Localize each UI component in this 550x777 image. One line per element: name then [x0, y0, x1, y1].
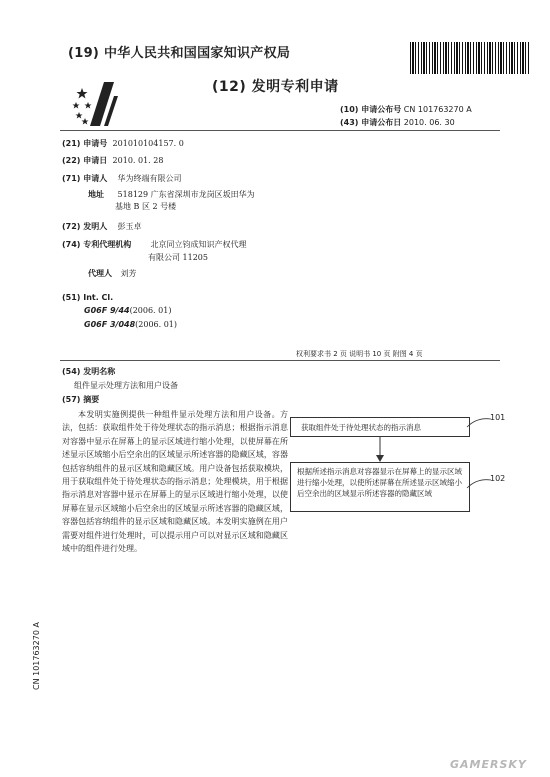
inventor: 彭玉卓 [117, 222, 142, 231]
watermark: GAMERSKY [450, 758, 527, 771]
agent: 刘芳 [120, 269, 137, 278]
agency-line-1: 北京同立钧成知识产权代理 [150, 240, 247, 249]
barcode-icon [410, 42, 530, 74]
office-name: (19) 中华人民共和国国家知识产权局 [68, 46, 291, 61]
abstract-label-wrap [62, 394, 99, 405]
leader-line-101 [465, 415, 495, 429]
abstract-text: 本发明实施例提供一种组件显示处理方法和用户设备。方法，包括：获取组件处于待处理状态的指示消息；根据指示消息对容器中显示在屏幕上的显示区域进行缩小处理，以使屏幕在所述显示区域缩小后空余出的区域显示所述容器的隐藏区域，容器包括容纳组件的显示区域和隐藏区域。用户设备包括获取模块，用于获取组件处于待处理状态的指示消息；处理模块，用于根据指示消息对容器中显示在屏幕上的显示区域进行缩小处理，以使屏幕在显示区域缩小后空余出的区域显示所述容器的隐藏区域，容器包括容纳组件的显示区域和隐藏区域。本发明实施例在用户需要对组件进行处理时，可以提示用户可以对显示区域和隐藏区域中的组件进行处理。 [62, 410, 288, 554]
applicant: 华为终端有限公司 [117, 174, 182, 183]
inventor-label: (72) 发明人 [62, 222, 108, 231]
ipc-code: G06F 3/048 [84, 320, 136, 329]
biblio-divider [60, 360, 500, 361]
applicant-field [62, 173, 182, 184]
pub-date-row [340, 117, 455, 128]
agent-label: 代理人 [88, 269, 112, 278]
flow-step-102 [290, 462, 470, 512]
application-number-field [62, 138, 184, 149]
pub-date-label: (43) 申请公布日 [340, 118, 402, 127]
ipc-code: G06F 9/44 [84, 306, 130, 315]
int-cl-field [62, 292, 113, 303]
address-field [88, 189, 255, 200]
pub-number: CN 101763270 A [403, 105, 472, 114]
abstract-label: (57) 摘要 [62, 395, 100, 404]
application-date-label: (22) 申请日 [62, 156, 108, 165]
agent-field [88, 268, 137, 279]
agency-line-2-wrap [148, 252, 208, 263]
title-label [62, 366, 115, 377]
agency-label: (74) 专利代理机构 [62, 240, 132, 249]
flow-ref-102: 102 [490, 474, 506, 483]
flow-step-102-text: 根据所述指示消息对容器显示在屏幕上的显示区域进行缩小处理，以使所述屏幕在所述显示区域缩小后空余出的区域显示所述容器的隐藏区域 [297, 467, 462, 498]
inventor-field [62, 221, 142, 232]
address-line-2-wrap [115, 201, 176, 212]
agency-field [62, 239, 247, 250]
ipc-entry [84, 320, 177, 329]
int-cl-label: (51) Int. Cl. [62, 293, 114, 302]
pub-number-row [340, 104, 472, 115]
document-type: (12) 发明专利申请 [212, 79, 339, 95]
application-number-label: (21) 申请号 [62, 139, 108, 148]
title-wrap [74, 380, 178, 391]
flow-arrow-down-icon [374, 437, 386, 463]
pub-date: 2010. 06. 30 [403, 118, 455, 127]
address-line-2: 基地 B 区 2 号楼 [115, 202, 177, 211]
flow-ref-101: 101 [490, 413, 506, 422]
address-line-1: 518129 广东省深圳市龙岗区坂田华为 [117, 190, 255, 199]
ipc-date: (2006. 01) [135, 320, 178, 329]
application-date-field [62, 155, 163, 166]
flow-step-101 [290, 417, 470, 437]
flow-step-101-text: 获取组件处于待处理状态的指示消息 [301, 422, 421, 432]
page-count-summary: 权利要求书 2 页 说明书 10 页 附图 4 页 [296, 350, 423, 358]
sipo-logo-icon [70, 78, 125, 128]
applicant-label: (71) 申请人 [62, 174, 108, 183]
invention-title-label: (54) 发明名称 [62, 367, 116, 376]
agency-line-2: 有限公司 11205 [148, 253, 208, 262]
ipc-date: (2006. 01) [129, 306, 172, 315]
application-date: 2010. 01. 28 [112, 156, 164, 165]
invention-title: 组件显示处理方法和用户设备 [74, 381, 178, 390]
side-publication-id: CN 101763270 A [32, 622, 41, 690]
application-number: 201010104157. 0 [112, 139, 184, 148]
ipc-entry [84, 306, 171, 315]
header-divider [60, 130, 500, 131]
leader-line-102 [465, 476, 495, 490]
pub-number-label: (10) 申请公布号 [340, 105, 402, 114]
address-label: 地址 [88, 190, 104, 199]
